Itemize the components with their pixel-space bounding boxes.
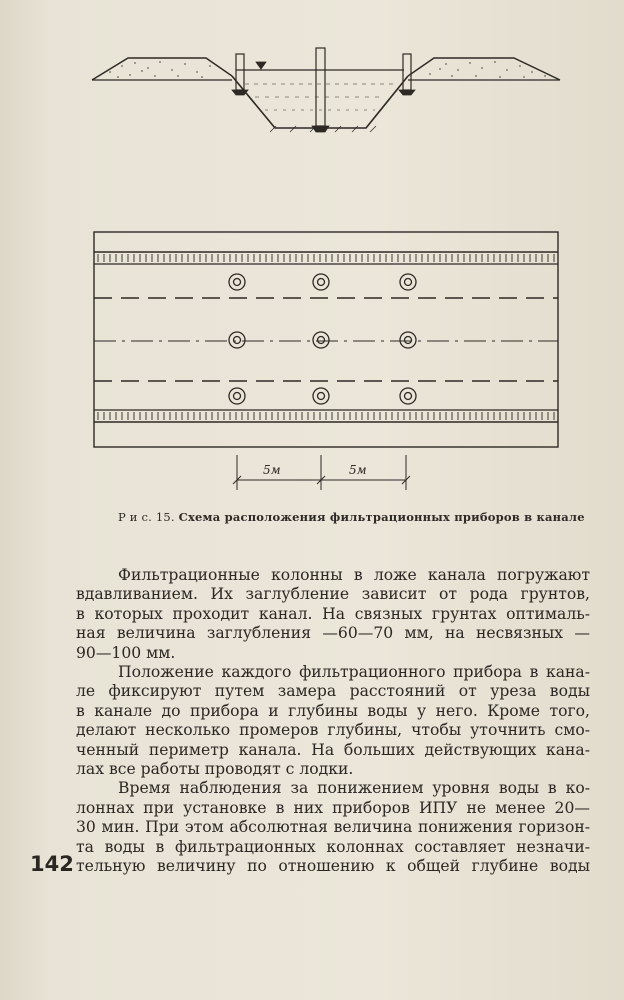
text-line: Фильтрационные колонны в ложе канала погружают <box>118 566 590 584</box>
caption-text: Схема расположения фильтрационных приборов в канале <box>178 510 585 524</box>
text-line: ная величина заглубления —60—70 мм, на несвязных — <box>76 624 590 643</box>
dimension-label-left: 5м <box>263 463 281 477</box>
canal-plan-view <box>94 232 558 490</box>
text-line: ле фиксируют путем замера расстояний от уреза воды <box>76 682 590 701</box>
text-line: лоннах при установке в них приборов ИПУ не менее 20— <box>76 798 590 817</box>
caption-label: Р и с. 15. <box>118 510 175 524</box>
text-line: тельную величину по отношению к общей глубине воды <box>76 857 590 876</box>
text-line: 90—100 мм. <box>76 643 176 662</box>
text-line: Время наблюдения за понижением уровня воды в ко- <box>118 779 590 798</box>
text-line: вдавливанием. Их заглубление зависит от рода грунтов, <box>76 585 590 604</box>
text-line: в которых проходит канал. На связных грунтах оптималь- <box>76 604 590 623</box>
canal-cross-section <box>92 48 560 132</box>
text-line: Положение каждого фильтрационного прибора в кана- <box>118 663 590 682</box>
text-line: 30 мин. При этом абсолютная величина понижения горизон- <box>76 818 590 837</box>
text-line: в канале до прибора и глубины воды у него. Кроме того, <box>76 701 590 720</box>
page-number: 142 <box>30 852 74 876</box>
body-text <box>76 566 590 877</box>
filtration-instruments <box>229 274 416 404</box>
paragraph-3 <box>76 779 590 876</box>
paragraph-2 <box>76 663 590 779</box>
text-line: та воды в фильтрационных колоннах составляет незначи- <box>76 837 590 856</box>
paragraph-1 <box>76 566 590 663</box>
text-line: ченный периметр канала. На больших действующих кана- <box>76 740 590 759</box>
figure-caption <box>118 510 588 524</box>
text-line: лах все работы проводят с лодки. <box>76 760 354 779</box>
text-line: делают несколько промеров глубины, чтобы уточнить смо- <box>76 721 590 740</box>
dimension-label-right: 5м <box>349 463 367 477</box>
dimension-lines <box>233 455 410 490</box>
